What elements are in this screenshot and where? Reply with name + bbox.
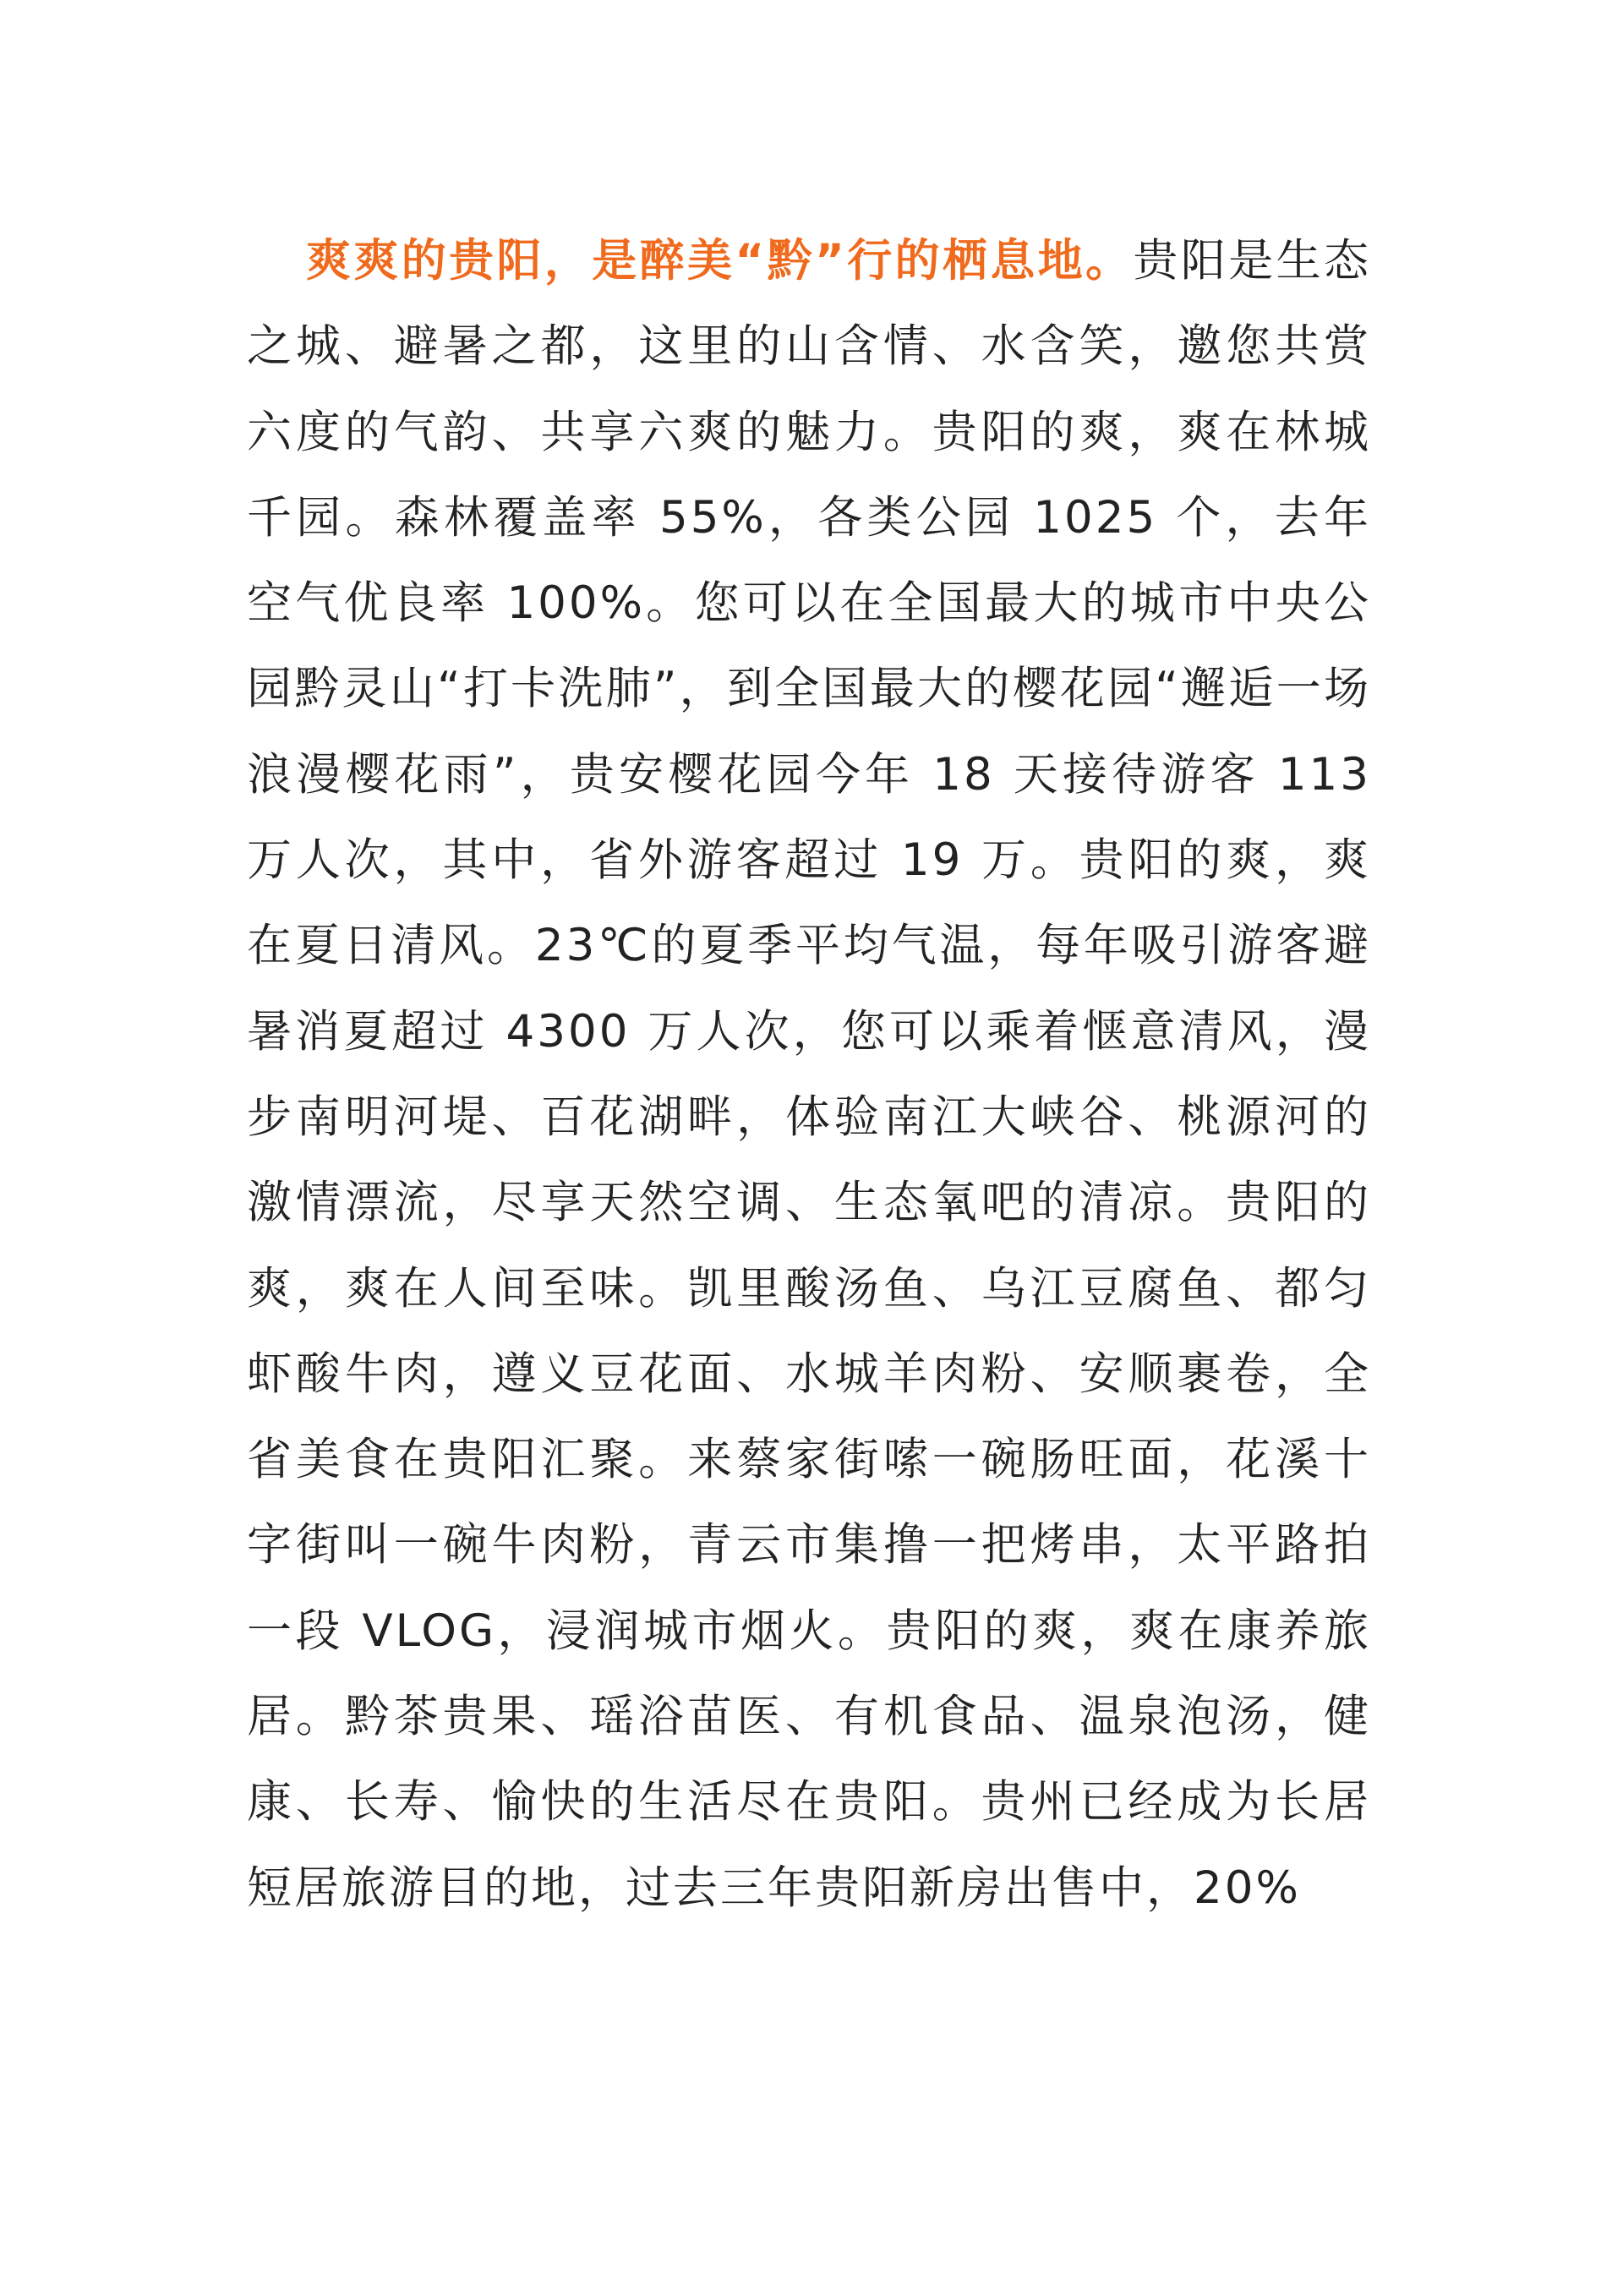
paragraph-text: 贵阳是生态之城、避暑之都，这里的山含情、水含笑，邀您共赏六度的气韵、共享六爽的魅力。贵阳的爽，爽在林城千园。森林覆盖率 55%，各类公园 1025 个，去年空气优良率 100%。您可以在全国最大的城市中央公园黔灵山“打卡洗肺”，到全国最大的樱花园“邂逅一场浪漫樱花雨”，贵安樱花园今年 18 天接待游客 113 万人次，其中，省外游客超过 19 万。贵阳的爽，爽在夏日清风。23℃的夏季平均气温，每年吸引游客避暑消夏超过 4300 万人次，您可以乘着惬意清风，漫步南明河堤、百花湖畔，体验南江大峡谷、桃源河的激情漂流，尽享天然空调、生态氧吧的清凉。贵阳的爽，爽在人间至味。凯里酸汤鱼、乌江豆腐鱼、都匀虾酸牛肉，遵义豆花面、水城羊肉粉、安顺裹卷，全省美食在贵阳汇聚。来蔡家街嗦一碗肠旺面，花溪十字街叫一碗牛肉粉，青云市集撸一把烤串，太平路拍一段 VLOG，浸润城市烟火。贵阳的爽，爽在康养旅居。黔茶贵果、瑶浴苗医、有机食品、温泉泡汤，健康、长寿、愉快的生活尽在贵阳。贵州已经成为长居短居旅游目的地，过去三年贵阳新房出售中，20%: [247, 235, 1371, 1914]
lead-sentence: 爽爽的贵阳，是醉美“黔”行的栖息地。: [306, 235, 1134, 287]
body-paragraph: [247, 218, 1371, 1931]
